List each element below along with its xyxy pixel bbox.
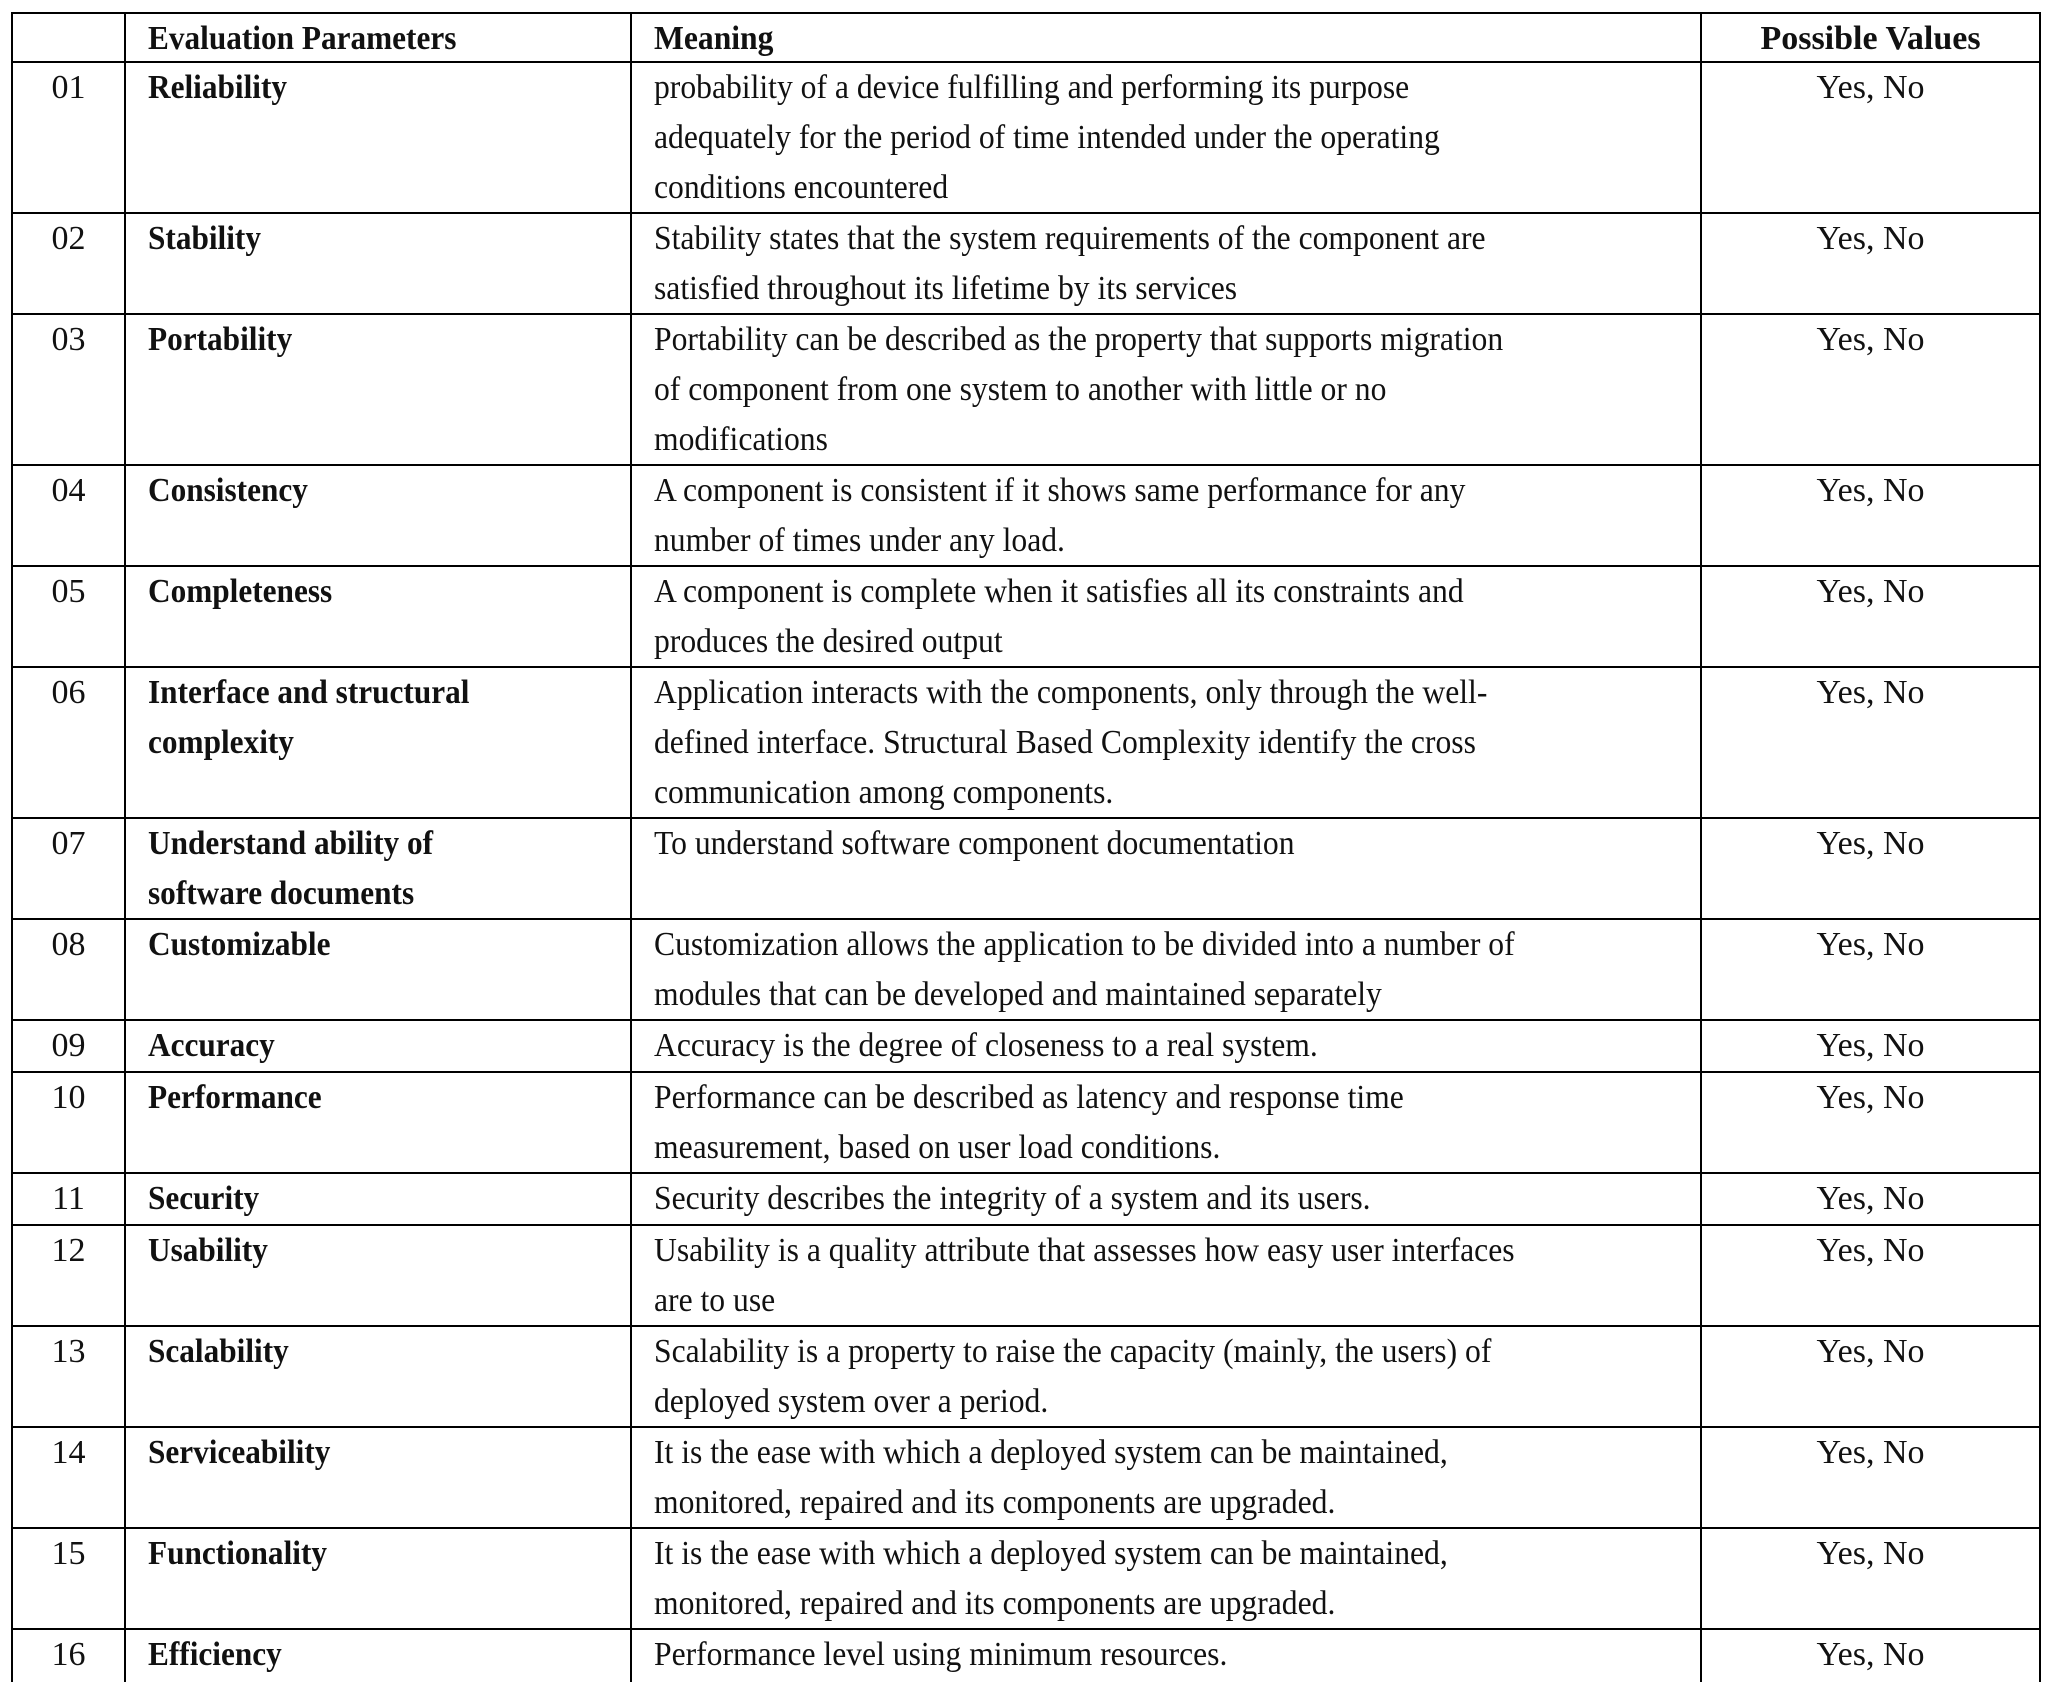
parameter-line: Interface and structural (148, 674, 470, 711)
parameter-name (126, 315, 632, 464)
table-row (13, 466, 2039, 567)
row-number: 15 (13, 1529, 126, 1628)
meaning-line: Accuracy is the degree of closeness to a real system. (654, 1027, 1318, 1064)
possible-values: Yes, No (1816, 1434, 1925, 1471)
parameter-line: Understand ability of (148, 825, 434, 862)
meaning-line: modifications (654, 421, 828, 458)
parameter-line: Usability (148, 1232, 268, 1269)
meaning-line: Security describes the integrity of a system and its users. (654, 1180, 1371, 1217)
meaning-text (632, 1630, 1702, 1682)
meaning-text (632, 315, 1702, 464)
meaning-text (632, 1226, 1702, 1325)
meaning-text (632, 1174, 1702, 1224)
parameter-name (126, 1428, 632, 1527)
possible-values: Yes, No (1816, 573, 1925, 610)
possible-values: Yes, No (1816, 1636, 1925, 1673)
meaning-line: communication among components. (654, 774, 1114, 811)
row-number: 05 (13, 567, 126, 666)
possible-values: Yes, No (1816, 321, 1925, 358)
possible-values: Yes, No (1816, 1232, 1925, 1269)
parameter-line: Serviceability (148, 1434, 331, 1471)
meaning-text (632, 1327, 1702, 1426)
parameter-line: Portability (148, 321, 293, 358)
row-number: 02 (13, 214, 126, 313)
parameter-line: Consistency (148, 472, 308, 509)
meaning-line: Stability states that the system requirements of the component are (654, 220, 1486, 257)
meaning-text (632, 819, 1702, 918)
meaning-line: conditions encountered (654, 169, 949, 206)
parameter-name (126, 668, 632, 817)
meaning-line: are to use (654, 1282, 776, 1319)
table-row (13, 315, 2039, 466)
meaning-line: measurement, based on user load conditions. (654, 1129, 1221, 1166)
possible-values: Yes, No (1816, 674, 1925, 711)
row-number: 09 (13, 1021, 126, 1071)
meaning-text (632, 668, 1702, 817)
parameter-name (126, 819, 632, 918)
parameter-name (126, 1174, 632, 1224)
meaning-line: It is the ease with which a deployed system can be maintained, (654, 1434, 1448, 1471)
table-row (13, 819, 2039, 920)
meaning-line: It is the ease with which a deployed system can be maintained, (654, 1535, 1448, 1572)
row-number: 16 (13, 1630, 126, 1682)
possible-values: Yes, No (1816, 1027, 1925, 1064)
meaning-line: Portability can be described as the property that supports migration (654, 321, 1504, 358)
possible-values: Yes, No (1816, 1180, 1925, 1217)
header-label: Meaning (654, 20, 774, 57)
parameter-line: Stability (148, 220, 261, 257)
meaning-line: Performance level using minimum resources. (654, 1636, 1228, 1673)
meaning-line: Usability is a quality attribute that assesses how easy user interfaces (654, 1232, 1515, 1269)
table-row (13, 1021, 2039, 1073)
table-row (13, 63, 2039, 214)
meaning-line: number of times under any load. (654, 522, 1065, 559)
meaning-text (632, 63, 1702, 212)
table-row (13, 668, 2039, 819)
parameter-line: Scalability (148, 1333, 289, 1370)
row-number: 11 (13, 1174, 126, 1224)
table-row (13, 1529, 2039, 1630)
parameter-name (126, 1073, 632, 1172)
row-number: 13 (13, 1327, 126, 1426)
possible-values: Yes, No (1816, 472, 1925, 509)
possible-values: Yes, No (1816, 1333, 1925, 1370)
parameter-line: Completeness (148, 573, 333, 610)
evaluation-parameters-table (11, 12, 2041, 1682)
parameter-line: Reliability (148, 69, 288, 106)
meaning-line: produces the desired output (654, 623, 1003, 660)
meaning-line: defined interface. Structural Based Complexity identify the cross (654, 724, 1476, 761)
parameter-line: complexity (148, 724, 294, 761)
table-row (13, 920, 2039, 1021)
possible-values: Yes, No (1816, 69, 1925, 106)
row-number: 12 (13, 1226, 126, 1325)
meaning-line: A component is complete when it satisfies all its constraints and (654, 573, 1464, 610)
meaning-text (632, 567, 1702, 666)
meaning-line: monitored, repaired and its components are upgraded. (654, 1585, 1336, 1622)
meaning-line: deployed system over a period. (654, 1383, 1049, 1420)
parameter-name (126, 214, 632, 313)
meaning-line: Performance can be described as latency and response time (654, 1079, 1404, 1116)
meaning-text (632, 1021, 1702, 1071)
parameter-name (126, 1529, 632, 1628)
possible-values: Yes, No (1816, 825, 1925, 862)
parameter-line: software documents (148, 875, 415, 912)
possible-values: Yes, No (1816, 926, 1925, 963)
meaning-text (632, 1073, 1702, 1172)
row-number: 03 (13, 315, 126, 464)
parameter-name (126, 567, 632, 666)
meaning-line: of component from one system to another with little or no (654, 371, 1387, 408)
table-row (13, 1428, 2039, 1529)
parameter-line: Security (148, 1180, 260, 1217)
row-number: 06 (13, 668, 126, 817)
parameter-name (126, 1327, 632, 1426)
meaning-line: probability of a device fulfilling and performing its purpose (654, 69, 1410, 106)
table-row (13, 214, 2039, 315)
header-possible-values: Possible Values (1760, 20, 1981, 57)
parameter-line: Functionality (148, 1535, 328, 1572)
parameter-line: Performance (148, 1079, 322, 1116)
parameter-name (126, 920, 632, 1019)
meaning-text (632, 920, 1702, 1019)
meaning-text (632, 1529, 1702, 1628)
row-number: 01 (13, 63, 126, 212)
parameter-line: Efficiency (148, 1636, 282, 1673)
meaning-line: A component is consistent if it shows same performance for any (654, 472, 1466, 509)
row-number: 08 (13, 920, 126, 1019)
row-number: 10 (13, 1073, 126, 1172)
header-evaluation-parameters (126, 14, 632, 61)
row-number: 07 (13, 819, 126, 918)
table-row (13, 1630, 2039, 1682)
possible-values: Yes, No (1816, 220, 1925, 257)
meaning-text (632, 1428, 1702, 1527)
meaning-line: To understand software component documentation (654, 825, 1295, 862)
table-row (13, 1174, 2039, 1226)
header-label: Evaluation Parameters (148, 20, 457, 57)
possible-values: Yes, No (1816, 1535, 1925, 1572)
meaning-line: adequately for the period of time intended under the operating (654, 119, 1440, 156)
table-header-row (13, 14, 2039, 63)
parameter-name (126, 466, 632, 565)
meaning-line: Application interacts with the components, only through the well- (654, 674, 1488, 711)
table-row (13, 567, 2039, 668)
meaning-text (632, 214, 1702, 313)
parameter-name (126, 1630, 632, 1682)
parameter-name (126, 63, 632, 212)
parameter-name (126, 1226, 632, 1325)
meaning-line: Scalability is a property to raise the capacity (mainly, the users) of (654, 1333, 1492, 1370)
header-no (13, 14, 126, 61)
meaning-line: satisfied throughout its lifetime by its services (654, 270, 1238, 307)
meaning-line: modules that can be developed and maintained separately (654, 976, 1382, 1013)
row-number: 14 (13, 1428, 126, 1527)
meaning-line: Customization allows the application to be divided into a number of (654, 926, 1515, 963)
possible-values: Yes, No (1816, 1079, 1925, 1116)
meaning-text (632, 466, 1702, 565)
parameter-line: Accuracy (148, 1027, 275, 1064)
parameter-name (126, 1021, 632, 1071)
meaning-line: monitored, repaired and its components are upgraded. (654, 1484, 1336, 1521)
row-number: 04 (13, 466, 126, 565)
table-row (13, 1073, 2039, 1174)
header-meaning (632, 14, 1702, 61)
parameter-line: Customizable (148, 926, 331, 963)
table-row (13, 1226, 2039, 1327)
table-row (13, 1327, 2039, 1428)
